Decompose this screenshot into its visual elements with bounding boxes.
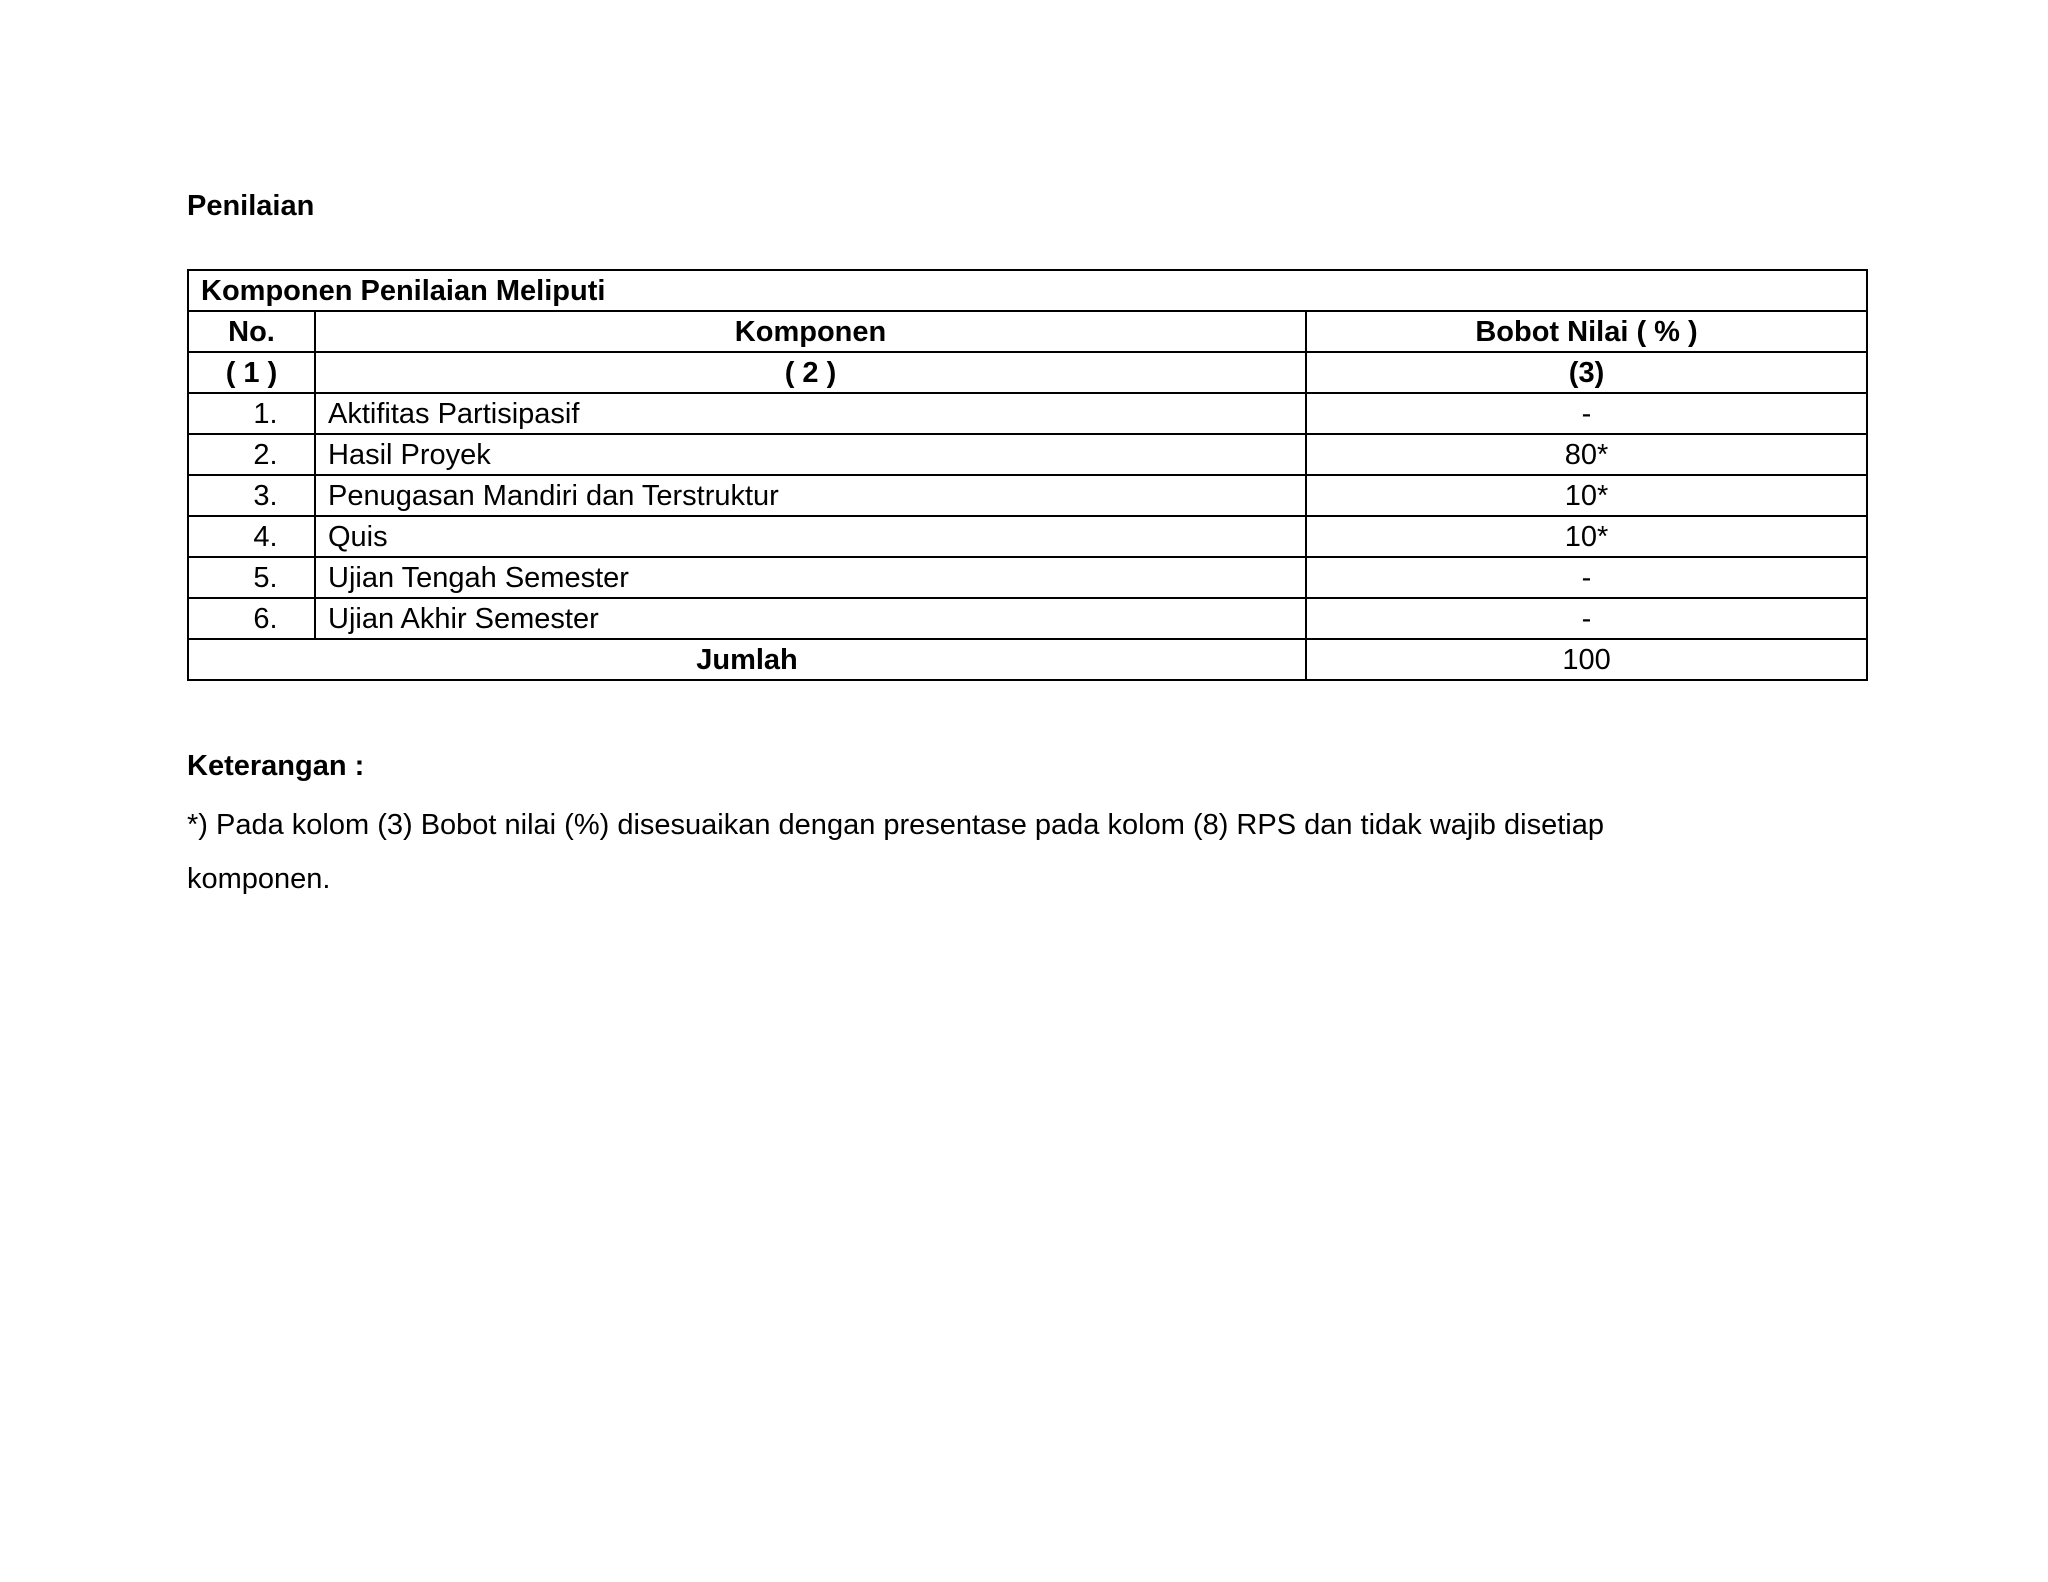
row-komponen: Quis <box>315 516 1306 557</box>
table-row <box>188 475 1867 516</box>
row-bobot: 10* <box>1306 516 1867 557</box>
header-bobot: Bobot Nilai ( % ) <box>1306 311 1867 352</box>
total-value: 100 <box>1306 639 1867 680</box>
header-no: No. <box>188 311 315 352</box>
table-row <box>188 393 1867 434</box>
row-komponen: Ujian Akhir Semester <box>315 598 1306 639</box>
row-komponen: Aktifitas Partisipasif <box>315 393 1306 434</box>
notes-text: *) Pada kolom (3) Bobot nilai (%) disesuaikan dengan presentase pada kolom (8) RPS dan tidak wajib disetiap komponen. <box>187 809 1604 895</box>
section-title: Penilaian <box>187 190 315 222</box>
table-row <box>188 434 1867 475</box>
table-row <box>188 598 1867 639</box>
row-no: 5. <box>188 557 315 598</box>
column-number-2: ( 2 ) <box>315 352 1306 393</box>
row-komponen: Hasil Proyek <box>315 434 1306 475</box>
row-no: 3. <box>188 475 315 516</box>
table-header-row <box>188 311 1867 352</box>
column-number-3: (3) <box>1306 352 1867 393</box>
total-row <box>188 639 1867 680</box>
row-no: 6. <box>188 598 315 639</box>
row-no: 2. <box>188 434 315 475</box>
column-number-1: ( 1 ) <box>188 352 315 393</box>
row-bobot: 80* <box>1306 434 1867 475</box>
row-no: 1. <box>188 393 315 434</box>
column-number-row <box>188 352 1867 393</box>
row-bobot: - <box>1306 393 1867 434</box>
header-komponen: Komponen <box>315 311 1306 352</box>
notes-title: Keterangan : <box>187 750 365 782</box>
row-bobot: 10* <box>1306 475 1867 516</box>
row-bobot: - <box>1306 598 1867 639</box>
row-komponen: Penugasan Mandiri dan Terstruktur <box>315 475 1306 516</box>
table-row <box>188 557 1867 598</box>
row-komponen: Ujian Tengah Semester <box>315 557 1306 598</box>
row-no: 4. <box>188 516 315 557</box>
assessment-table <box>187 269 1868 681</box>
row-bobot: - <box>1306 557 1867 598</box>
table-caption-row <box>188 270 1867 311</box>
total-label: Jumlah <box>188 639 1306 680</box>
table-row <box>188 516 1867 557</box>
table-caption: Komponen Penilaian Meliputi <box>188 270 1867 311</box>
